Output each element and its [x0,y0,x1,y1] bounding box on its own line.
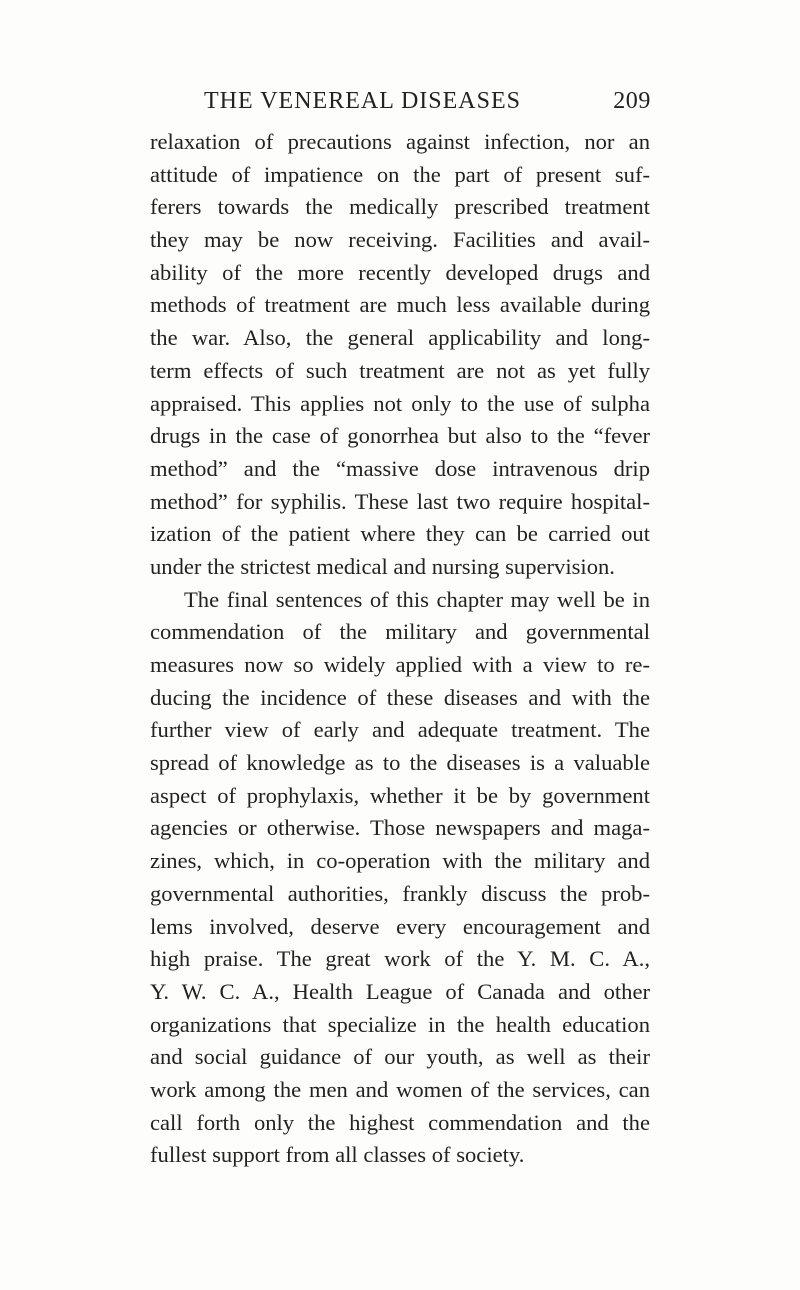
text-line: organizations that specialize in the health education [150,1011,650,1037]
text-line: lems involved, deserve every encouragement and [150,913,650,939]
text-line: method” and the “massive dose intravenous drip [150,455,650,481]
page-number: 209 [613,88,651,114]
text-line: ferers towards the medically prescribed treatment [150,194,650,220]
text-line: high praise. The great work of the Y. M. C. A., [150,946,650,972]
text-line: fullest support from all classes of society. [150,1142,525,1168]
body-text [150,126,650,1172]
text-line: drugs in the case of gonorrhea but also to the “fever [150,423,650,449]
text-line: ability of the more recently developed drugs and [150,259,650,285]
text-line: further view of early and adequate treatment. The [150,717,650,743]
paragraph-2 [150,584,650,1172]
text-line: The final sentences of this chapter may well be in [184,586,650,612]
text-line: and social guidance of our youth, as well as their [150,1044,650,1070]
text-line: ducing the incidence of these diseases and with the [150,684,650,710]
text-line: ization of the patient where they can be carried out [150,521,650,547]
text-line: spread of knowledge as to the diseases is a valuable [150,750,650,776]
text-line: Y. W. C. A., Health League of Canada and other [150,978,650,1004]
text-line: aspect of prophylaxis, whether it be by government [150,782,650,808]
text-line: attitude of impatience on the part of present suf- [150,161,650,187]
running-head-title: THE VENEREAL DISEASES [204,88,521,114]
text-line: methods of treatment are much less available during [150,292,650,318]
text-line: term effects of such treatment are not as yet fully [150,357,650,383]
text-line: under the strictest medical and nursing supervision. [150,553,615,579]
text-line: method” for syphilis. These last two require hospital- [150,488,650,514]
running-head [204,88,651,122]
text-line: governmental authorities, frankly discuss the prob- [150,880,650,906]
paragraph-1 [150,126,650,584]
text-line: appraised. This applies not only to the use of sulpha [150,390,650,416]
text-line: zines, which, in co-operation with the military and [150,848,650,874]
text-line: call forth only the highest commendation and the [150,1109,650,1135]
text-line: the war. Also, the general applicability and long- [150,325,650,351]
text-line: commendation of the military and governmental [150,619,650,645]
text-line: measures now so widely applied with a view to re- [150,652,650,677]
text-line: relaxation of precautions against infection, nor an [150,129,650,154]
text-line: agencies or otherwise. Those newspapers and maga- [150,815,650,841]
text-line: work among the men and women of the services, can [150,1076,650,1102]
text-line: they may be now receiving. Facilities and avail- [150,227,650,253]
